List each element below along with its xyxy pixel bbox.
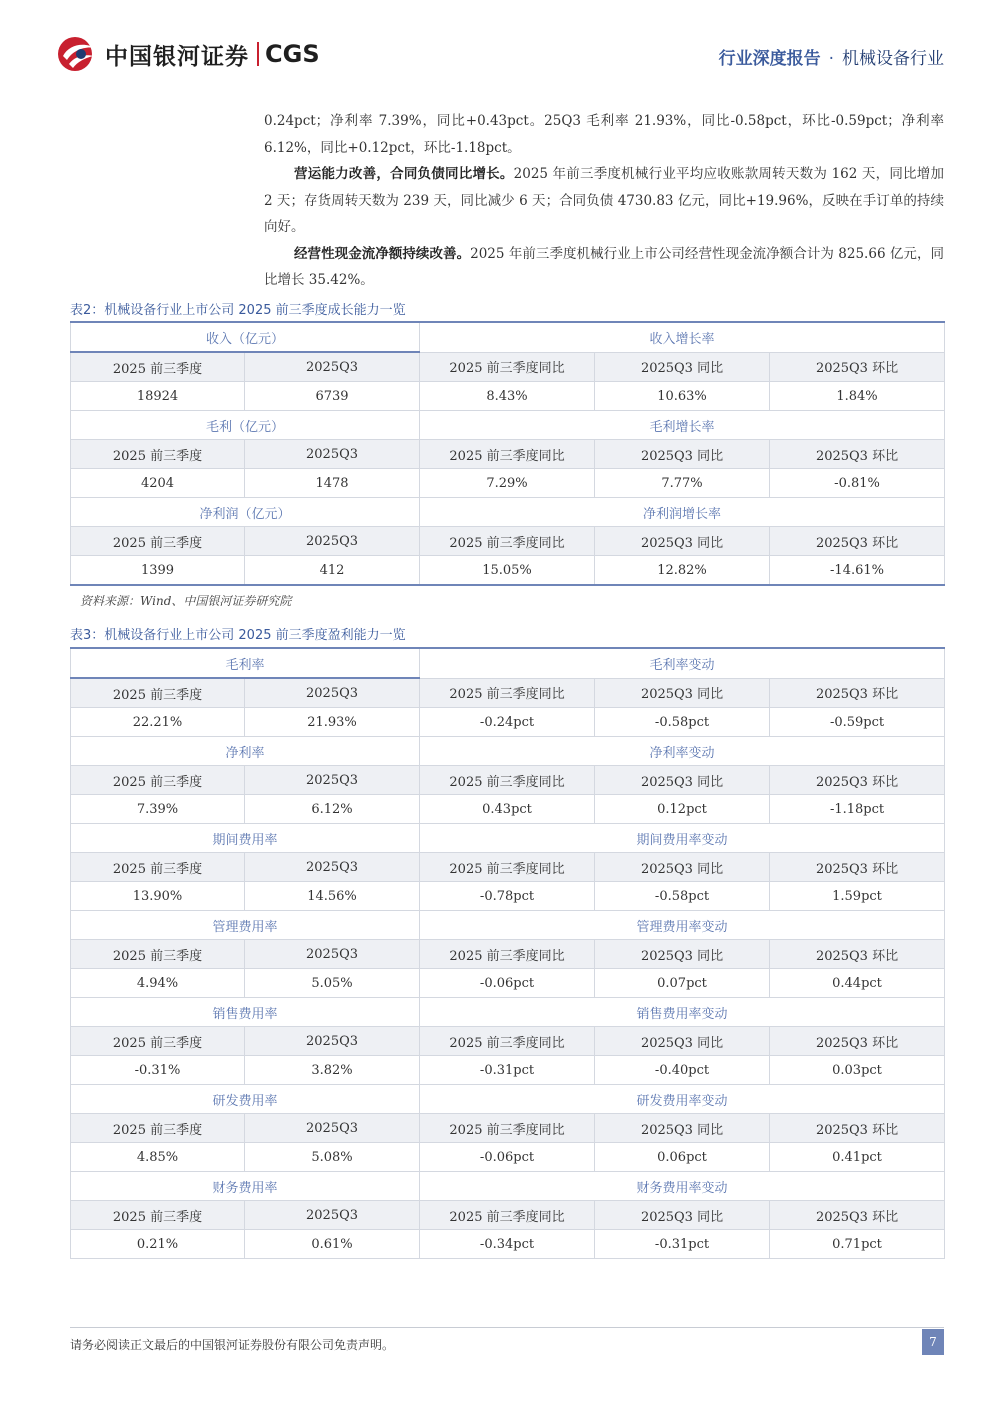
section-metric-label: 净利率 — [71, 737, 420, 766]
table-cell: -0.40pct — [595, 1056, 770, 1085]
table-cell: -0.31% — [71, 1056, 245, 1085]
table-cell: -0.78pct — [420, 882, 595, 911]
section-header-row — [71, 322, 945, 352]
table-row — [71, 795, 945, 824]
section-metric-label: 毛利（亿元） — [71, 411, 420, 440]
column-header: 2025Q3 环比 — [770, 352, 945, 382]
paragraph-profitability: 0.24pct；净利率 7.39%，同比+0.43pct。25Q3 毛利率 21.93%，同比-0.58pct，环比-0.59pct；净利率 6.12%，同比+0.12pct，环比-1.18pct。 — [264, 113, 944, 156]
section-change-label: 收入增长率 — [420, 322, 945, 352]
section-metric-label: 净利润（亿元） — [71, 498, 420, 527]
column-header: 2025Q3 — [245, 678, 420, 708]
column-header: 2025Q3 — [245, 1114, 420, 1143]
column-header: 2025Q3 同比 — [595, 527, 770, 556]
industry-label: 机械设备行业 — [842, 49, 944, 69]
column-header: 2025 前三季度 — [71, 1201, 245, 1230]
table-cell: -0.31pct — [420, 1056, 595, 1085]
table-cell: 0.71pct — [770, 1230, 945, 1259]
profitability-table — [70, 647, 945, 1259]
column-header-row — [71, 1201, 945, 1230]
table2-source: 资料来源：Wind、中国银河证券研究院 — [80, 594, 292, 608]
table2 — [70, 321, 944, 586]
column-header: 2025 前三季度 — [71, 853, 245, 882]
section-change-label: 净利率变动 — [420, 737, 945, 766]
column-header-row — [71, 1114, 945, 1143]
table-cell: 7.77% — [595, 469, 770, 498]
page-header — [0, 0, 992, 90]
table-row — [71, 882, 945, 911]
column-header: 2025Q3 环比 — [770, 940, 945, 969]
table-cell: 13.90% — [71, 882, 245, 911]
section-header-row — [71, 648, 945, 678]
section-header-row — [71, 824, 945, 853]
table-cell: 18924 — [71, 382, 245, 411]
table-cell: -14.61% — [770, 556, 945, 586]
column-header: 2025Q3 环比 — [770, 440, 945, 469]
table-cell: 0.44pct — [770, 969, 945, 998]
table-cell: 0.43pct — [420, 795, 595, 824]
column-header: 2025 前三季度 — [71, 527, 245, 556]
table-cell: 6.12% — [245, 795, 420, 824]
paragraph-cashflow-heading: 经营性现金流净额持续改善。 — [294, 245, 471, 262]
section-change-label: 销售费用率变动 — [420, 998, 945, 1027]
table-cell: 22.21% — [71, 708, 245, 737]
section-header-row — [71, 411, 945, 440]
section-change-label: 毛利增长率 — [420, 411, 945, 440]
section-header-row — [71, 737, 945, 766]
table-cell: -1.18pct — [770, 795, 945, 824]
column-header: 2025Q3 同比 — [595, 1201, 770, 1230]
column-header-row — [71, 1027, 945, 1056]
column-header: 2025 前三季度同比 — [420, 766, 595, 795]
section-header-row — [71, 498, 945, 527]
page-number: 7 — [922, 1329, 944, 1355]
column-header: 2025 前三季度 — [71, 940, 245, 969]
column-header: 2025 前三季度同比 — [420, 527, 595, 556]
column-header-row — [71, 940, 945, 969]
table-row — [71, 1230, 945, 1259]
column-header: 2025 前三季度 — [71, 440, 245, 469]
column-header: 2025Q3 — [245, 940, 420, 969]
section-change-label: 期间费用率变动 — [420, 824, 945, 853]
column-header: 2025Q3 环比 — [770, 766, 945, 795]
table-row — [71, 708, 945, 737]
body-text — [264, 108, 944, 294]
company-logo — [55, 34, 320, 74]
table-cell: 8.43% — [420, 382, 595, 411]
table-cell: -0.81% — [770, 469, 945, 498]
table-cell: -0.31pct — [595, 1230, 770, 1259]
table-cell: 21.93% — [245, 708, 420, 737]
table-cell: -0.58pct — [595, 882, 770, 911]
table-cell: -0.34pct — [420, 1230, 595, 1259]
table-cell: 1478 — [245, 469, 420, 498]
table-cell: 14.56% — [245, 882, 420, 911]
section-change-label: 毛利率变动 — [420, 648, 945, 678]
paragraph-operations-heading: 营运能力改善，合同负债同比增长。 — [294, 166, 514, 182]
table-cell: 0.06pct — [595, 1143, 770, 1172]
column-header: 2025Q3 同比 — [595, 940, 770, 969]
section-header-row — [71, 1085, 945, 1114]
column-header-row — [71, 766, 945, 795]
section-metric-label: 期间费用率 — [71, 824, 420, 853]
column-header: 2025Q3 — [245, 766, 420, 795]
column-header: 2025 前三季度同比 — [420, 440, 595, 469]
paragraph-cashflow — [264, 241, 944, 294]
column-header: 2025Q3 环比 — [770, 1027, 945, 1056]
column-header: 2025Q3 — [245, 352, 420, 382]
column-header: 2025 前三季度 — [71, 1027, 245, 1056]
column-header: 2025 前三季度同比 — [420, 940, 595, 969]
column-header: 2025 前三季度同比 — [420, 853, 595, 882]
column-header: 2025Q3 — [245, 1201, 420, 1230]
section-metric-label: 管理费用率 — [71, 911, 420, 940]
section-header-row — [71, 998, 945, 1027]
column-header: 2025Q3 同比 — [595, 766, 770, 795]
paragraph-operations-text: 2025 年前三季度机械行业平均应收账款周转天数为 162 天，同比增加 2 天；存货周转天数为 239 天，同比减少 6 天；合同负债 4730.83 亿元，同比+19.96%，反映在手订单的持续向好。 — [264, 166, 945, 235]
column-header-row — [71, 853, 945, 882]
column-header-row — [71, 678, 945, 708]
section-change-label: 管理费用率变动 — [420, 911, 945, 940]
table-row — [71, 382, 945, 411]
cgs-logo-icon — [55, 34, 99, 74]
table2-title: 表2：机械设备行业上市公司 2025 前三季度成长能力一览 — [70, 303, 406, 318]
column-header: 2025 前三季度同比 — [420, 1027, 595, 1056]
logo-english-name: CGS — [265, 40, 320, 68]
column-header: 2025 前三季度同比 — [420, 678, 595, 708]
table-cell: 12.82% — [595, 556, 770, 586]
column-header: 2025Q3 同比 — [595, 352, 770, 382]
table-cell: 10.63% — [595, 382, 770, 411]
growth-table — [70, 321, 945, 586]
column-header: 2025Q3 同比 — [595, 1027, 770, 1056]
table3-title: 表3：机械设备行业上市公司 2025 前三季度盈利能力一览 — [70, 628, 406, 643]
report-type-separator: · — [828, 49, 834, 69]
section-metric-label: 销售费用率 — [71, 998, 420, 1027]
logo-divider — [257, 42, 259, 66]
footer-disclaimer: 请务必阅读正文最后的中国银河证券股份有限公司免责声明。 — [70, 1338, 395, 1352]
paragraph-operations — [264, 161, 944, 241]
section-metric-label: 毛利率 — [71, 648, 420, 678]
column-header: 2025Q3 同比 — [595, 678, 770, 708]
table-row — [71, 556, 945, 586]
column-header: 2025Q3 环比 — [770, 853, 945, 882]
table-row — [71, 1143, 945, 1172]
table-row — [71, 969, 945, 998]
section-change-label: 财务费用率变动 — [420, 1172, 945, 1201]
column-header: 2025Q3 环比 — [770, 527, 945, 556]
table-cell: 1399 — [71, 556, 245, 586]
column-header: 2025Q3 环比 — [770, 1201, 945, 1230]
column-header: 2025 前三季度 — [71, 678, 245, 708]
column-header: 2025Q3 同比 — [595, 853, 770, 882]
table-cell: 1.84% — [770, 382, 945, 411]
table-cell: 4.94% — [71, 969, 245, 998]
section-change-label: 研发费用率变动 — [420, 1085, 945, 1114]
column-header: 2025 前三季度 — [71, 1114, 245, 1143]
report-category — [719, 44, 944, 69]
report-type-label: 行业深度报告 — [718, 49, 821, 69]
column-header: 2025Q3 — [245, 527, 420, 556]
table-cell: 5.08% — [245, 1143, 420, 1172]
column-header-row — [71, 352, 945, 382]
table-cell: 15.05% — [420, 556, 595, 586]
section-metric-label: 收入（亿元） — [71, 322, 420, 352]
column-header: 2025Q3 — [245, 440, 420, 469]
table-cell: 0.12pct — [595, 795, 770, 824]
table-cell: 0.03pct — [770, 1056, 945, 1085]
table-cell: 5.05% — [245, 969, 420, 998]
table-cell: -0.58pct — [595, 708, 770, 737]
table-cell: -0.06pct — [420, 1143, 595, 1172]
section-change-label: 净利润增长率 — [420, 498, 945, 527]
table-cell: 4.85% — [71, 1143, 245, 1172]
column-header: 2025Q3 同比 — [595, 440, 770, 469]
table-cell: -0.24pct — [420, 708, 595, 737]
table-cell: 7.29% — [420, 469, 595, 498]
paragraph-cashflow-text: 2025 年前三季度机械行业上市公司经营性现金流净额合计为 825.66 亿元，同比增长 35.42%。 — [264, 245, 945, 288]
column-header-row — [71, 440, 945, 469]
table-cell: -0.06pct — [420, 969, 595, 998]
table-cell: -0.59pct — [770, 708, 945, 737]
table-cell: 7.39% — [71, 795, 245, 824]
column-header: 2025Q3 环比 — [770, 678, 945, 708]
column-header: 2025 前三季度同比 — [420, 1201, 595, 1230]
table-row — [71, 1056, 945, 1085]
section-metric-label: 研发费用率 — [71, 1085, 420, 1114]
column-header: 2025 前三季度 — [71, 352, 245, 382]
column-header: 2025 前三季度同比 — [420, 1114, 595, 1143]
column-header: 2025Q3 — [245, 853, 420, 882]
section-header-row — [71, 1172, 945, 1201]
table-cell: 0.61% — [245, 1230, 420, 1259]
table-cell: 0.07pct — [595, 969, 770, 998]
column-header: 2025Q3 — [245, 1027, 420, 1056]
column-header: 2025Q3 同比 — [595, 1114, 770, 1143]
table-cell: 6739 — [245, 382, 420, 411]
table-cell: 0.41pct — [770, 1143, 945, 1172]
table-cell: 1.59pct — [770, 882, 945, 911]
column-header: 2025Q3 环比 — [770, 1114, 945, 1143]
section-header-row — [71, 911, 945, 940]
column-header: 2025 前三季度 — [71, 766, 245, 795]
table-cell: 0.21% — [71, 1230, 245, 1259]
logo-chinese-name: 中国银河证券 — [105, 43, 249, 70]
table-row — [71, 469, 945, 498]
column-header-row — [71, 527, 945, 556]
table-cell: 3.82% — [245, 1056, 420, 1085]
section-metric-label: 财务费用率 — [71, 1172, 420, 1201]
column-header: 2025 前三季度同比 — [420, 352, 595, 382]
table-cell: 4204 — [71, 469, 245, 498]
table-cell: 412 — [245, 556, 420, 586]
table3 — [70, 647, 944, 1259]
footer-divider — [70, 1327, 944, 1328]
